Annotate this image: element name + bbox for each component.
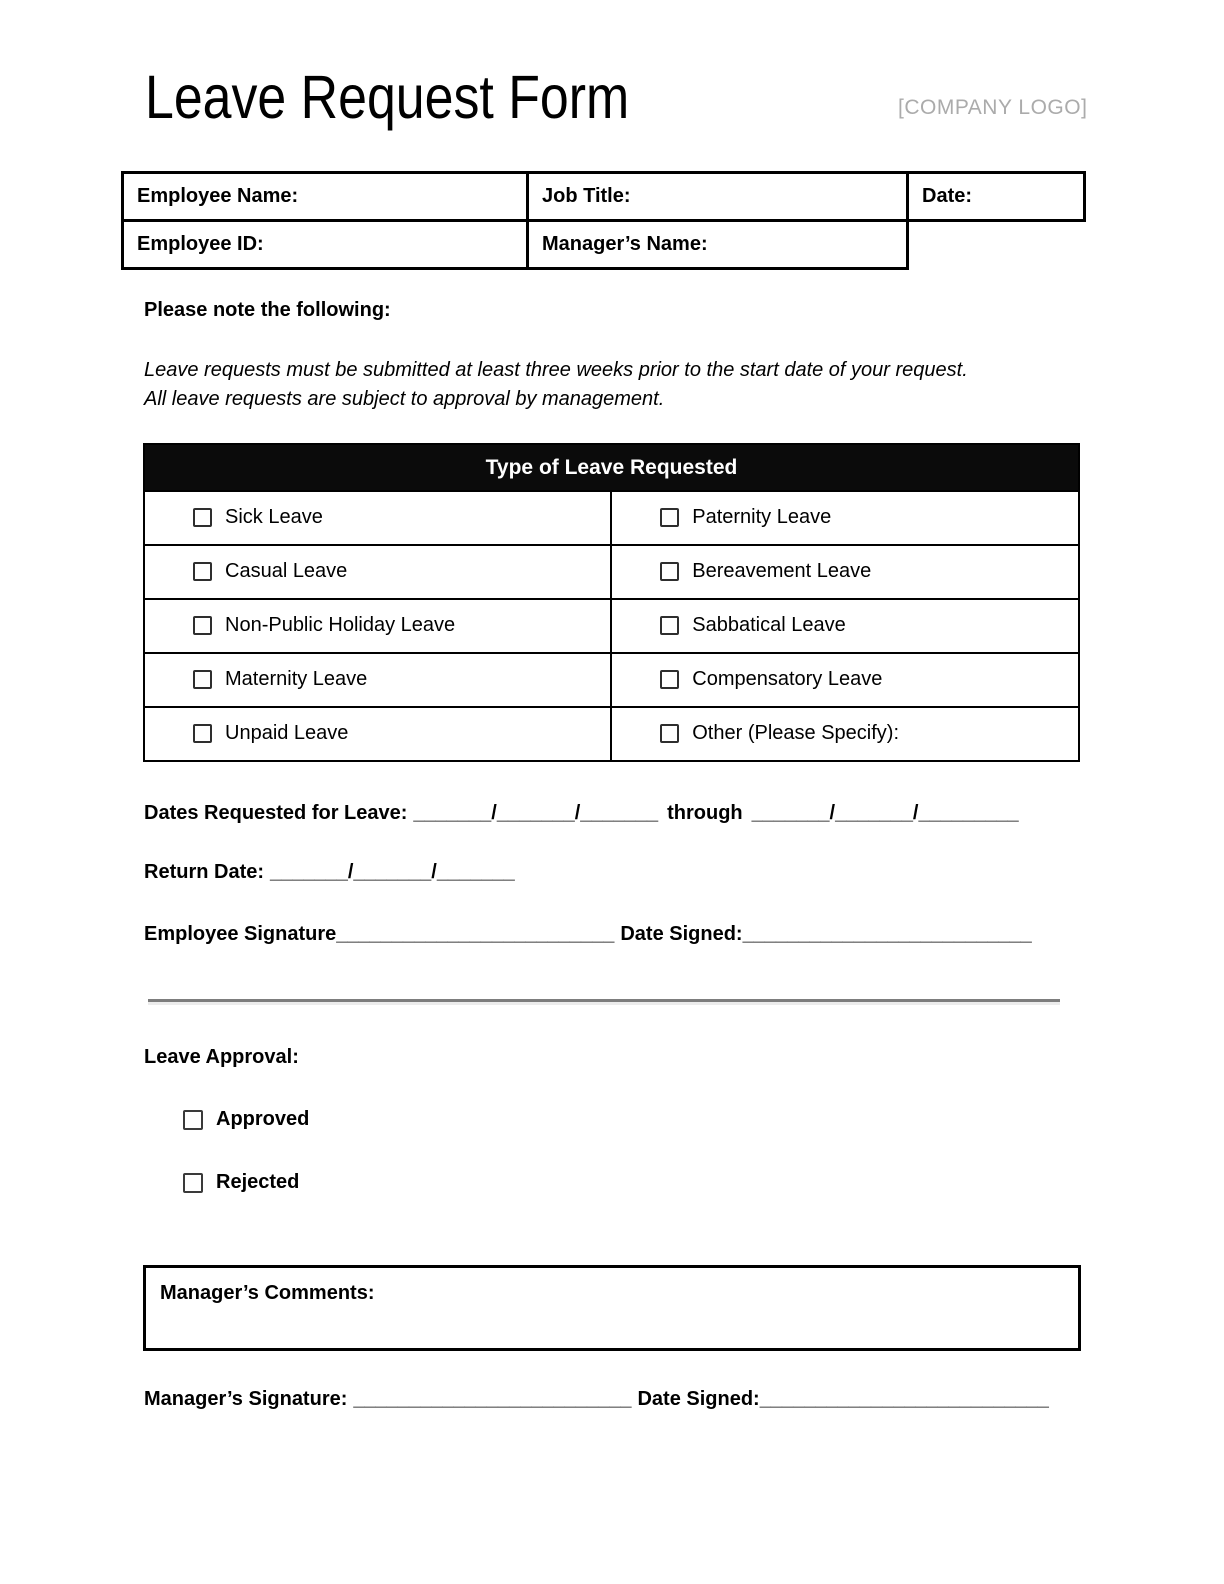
non-public-holiday-leave-cell [143,598,613,655]
managers-comments-label: Manager’s Comments: [160,1282,375,1304]
maternity-leave-label: Maternity Leave [225,668,368,691]
through-label: through [667,802,743,824]
leave-type-table-header: Type of Leave Requested [143,443,1080,492]
note-line-1: Leave requests must be submitted at least three weeks prior to the start date of your request. [144,359,968,381]
return-date-line [144,861,515,883]
paternity-leave-label: Paternity Leave [692,506,832,529]
casual-leave-cell [143,544,613,601]
compensatory-leave-cell [610,652,1080,709]
employee-signature-line [144,923,1032,945]
dates-requested-line [144,802,1019,824]
section-divider [148,999,1060,1002]
approved-label: Approved [216,1108,310,1130]
rejected-checkbox[interactable] [183,1173,203,1193]
manager-name-label: Manager’s Name: [542,233,708,255]
paternity-leave-cell [610,490,1080,547]
return-date-label: Return Date: [144,861,265,883]
page-title: Leave Request Form [145,63,630,131]
note-line-2: All leave requests are subject to approval by management. [144,388,665,410]
leave-approval-heading: Leave Approval: [144,1046,299,1068]
manager-signature-blank[interactable]: _________________________ [353,1388,632,1410]
non-public-holiday-leave-label: Non-Public Holiday Leave [225,614,456,637]
casual-leave-label: Casual Leave [225,560,348,583]
approved-checkbox[interactable] [183,1110,203,1130]
company-logo-placeholder: [COMPANY LOGO] [898,96,1088,119]
employee-name-label: Employee Name: [137,185,299,207]
employee-date-signed-blank[interactable]: __________________________ [742,923,1032,945]
note-paragraph [144,356,968,414]
manager-signature-line [144,1388,1049,1410]
compensatory-leave-checkbox[interactable] [660,670,679,689]
other-leave-label: Other (Please Specify): [692,722,899,745]
note-heading: Please note the following: [144,299,391,321]
date-label: Date: [922,185,973,207]
info-table-row-1 [121,171,1086,222]
compensatory-leave-label: Compensatory Leave [692,668,883,691]
sabbatical-leave-label: Sabbatical Leave [692,614,846,637]
unpaid-leave-cell [143,706,613,763]
manager-date-signed-blank[interactable]: __________________________ [759,1388,1049,1410]
employee-name-cell[interactable] [121,171,529,222]
unpaid-leave-label: Unpaid Leave [225,722,349,745]
sick-leave-checkbox[interactable] [193,508,212,527]
employee-date-signed-label: Date Signed: [620,923,743,945]
casual-leave-checkbox[interactable] [193,562,212,581]
employee-id-cell[interactable] [121,219,529,270]
leave-start-date-blank[interactable]: _______/_______/_______ [413,802,659,824]
bereavement-leave-checkbox[interactable] [660,562,679,581]
bereavement-leave-label: Bereavement Leave [692,560,872,583]
leave-type-table [143,443,1080,762]
maternity-leave-cell [143,652,613,709]
leave-type-row [143,544,1080,601]
leave-type-row [143,652,1080,709]
leave-type-row [143,706,1080,763]
leave-end-date-blank[interactable]: _______/_______/_________ [751,802,1019,824]
other-leave-cell [610,706,1080,763]
employee-signature-label: Employee Signature [144,923,337,945]
bereavement-leave-cell [610,544,1080,601]
date-cell[interactable] [906,171,1086,222]
leave-type-row [143,598,1080,655]
sick-leave-cell [143,490,613,547]
manager-name-cell[interactable] [526,219,909,270]
leave-type-row [143,490,1080,547]
dates-requested-label: Dates Requested for Leave: [144,802,408,824]
paternity-leave-checkbox[interactable] [660,508,679,527]
info-table-row-2 [121,219,1086,270]
return-date-blank[interactable]: _______/_______/_______ [270,861,515,883]
sabbatical-leave-cell [610,598,1080,655]
job-title-cell[interactable] [526,171,909,222]
maternity-leave-checkbox[interactable] [193,670,212,689]
approved-option [183,1108,309,1131]
non-public-holiday-leave-checkbox[interactable] [193,616,212,635]
manager-date-signed-label: Date Signed: [637,1388,760,1410]
other-leave-checkbox[interactable] [660,724,679,743]
job-title-label: Job Title: [542,185,631,207]
sick-leave-label: Sick Leave [225,506,323,529]
employee-info-table [121,171,1086,270]
rejected-label: Rejected [216,1171,300,1193]
employee-id-label: Employee ID: [137,233,264,255]
unpaid-leave-checkbox[interactable] [193,724,212,743]
manager-signature-label: Manager’s Signature: [144,1388,348,1410]
sabbatical-leave-checkbox[interactable] [660,616,679,635]
employee-signature-blank[interactable]: _________________________ [336,923,615,945]
rejected-option [183,1171,299,1194]
managers-comments-box[interactable] [143,1265,1081,1351]
